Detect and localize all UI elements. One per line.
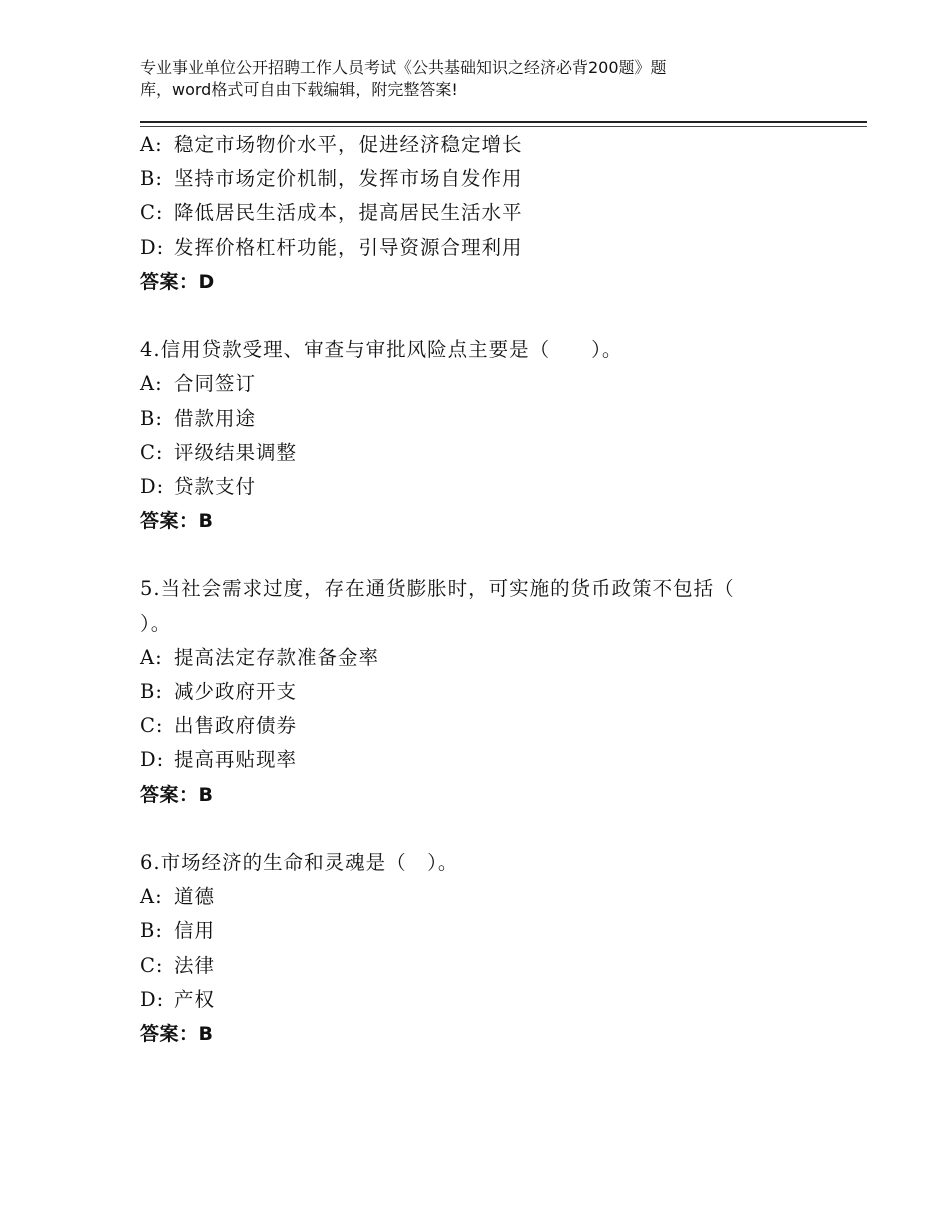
option-text: 法律 xyxy=(174,953,216,977)
question-spacer xyxy=(140,299,840,333)
option-key: B: xyxy=(140,919,163,943)
question-4-stem: 4.信用贷款受理、审查与审批风险点主要是（ ）。 xyxy=(140,338,623,362)
question-6-answer: 答案：B xyxy=(140,1022,214,1045)
option-key: D: xyxy=(140,235,165,259)
question-6-stem: 6.市场经济的生命和灵魂是（ ）。 xyxy=(140,850,459,874)
option-text: 提高法定存款准备金率 xyxy=(174,645,380,669)
option-text: 信用 xyxy=(174,919,216,943)
question-3-block xyxy=(140,128,840,299)
question-4-option-b xyxy=(140,402,840,436)
option-key: D: xyxy=(140,748,165,772)
question-6-option-c xyxy=(140,949,840,983)
option-text: 贷款支付 xyxy=(174,474,257,498)
option-text: 稳定市场物价水平，促进经济稳定增长 xyxy=(174,133,523,156)
option-key: A: xyxy=(140,645,163,669)
option-key: B: xyxy=(140,680,163,703)
option-text: 借款用途 xyxy=(174,406,257,430)
question-5-option-c xyxy=(140,709,840,743)
option-key: C: xyxy=(140,953,164,977)
option-key: D: xyxy=(140,987,165,1011)
header-title-line-1: 专业事业单位公开招聘工作人员考试《公共基础知识之经济必背200题》题 xyxy=(140,58,667,77)
option-text: 发挥价格杠杆功能，引导资源合理利用 xyxy=(174,235,523,259)
question-3-option-c xyxy=(140,196,840,230)
question-3-option-b xyxy=(140,162,840,196)
option-key: D: xyxy=(140,474,165,498)
question-6-block xyxy=(140,846,840,1051)
option-key: C: xyxy=(140,714,164,738)
question-5-option-d xyxy=(140,743,840,777)
header-title-line-2: 库，word格式可自由下载编辑，附完整答案! xyxy=(140,80,458,99)
question-5-option-a xyxy=(140,641,840,675)
option-key: A: xyxy=(140,885,163,909)
option-key: B: xyxy=(140,406,163,430)
question-spacer xyxy=(140,538,840,572)
option-key: B: xyxy=(140,167,163,191)
option-text: 合同签订 xyxy=(174,372,257,396)
question-3-option-d xyxy=(140,231,840,265)
question-5-answer: 答案：B xyxy=(140,783,214,806)
option-text: 降低居民生活成本，提高居民生活水平 xyxy=(174,201,523,225)
document-header xyxy=(140,57,770,101)
question-6-option-b xyxy=(140,914,840,948)
question-5-block xyxy=(140,572,840,811)
question-4-block xyxy=(140,333,840,538)
question-4-option-a xyxy=(140,367,840,401)
option-text: 坚持市场定价机制，发挥市场自发作用 xyxy=(174,167,523,191)
question-4-option-d xyxy=(140,470,840,504)
option-text: 产权 xyxy=(174,987,216,1011)
question-5-stem-line-1: 5.当社会需求过度，存在通货膨胀时，可实施的货币政策不包括（ xyxy=(140,577,735,601)
option-key: A: xyxy=(140,372,163,396)
question-4-option-c xyxy=(140,436,840,470)
option-text: 出售政府债券 xyxy=(174,714,298,738)
option-key: A: xyxy=(140,133,163,156)
question-5-option-b xyxy=(140,675,840,709)
question-list xyxy=(140,128,840,1051)
option-text: 道德 xyxy=(174,885,216,909)
question-3-answer: 答案：D xyxy=(140,270,215,293)
option-key: C: xyxy=(140,440,164,464)
question-5-stem-line-2: ）。 xyxy=(140,611,172,635)
option-key: C: xyxy=(140,201,164,225)
question-6-option-d xyxy=(140,983,840,1017)
option-text: 减少政府开支 xyxy=(174,680,298,703)
option-text: 提高再贴现率 xyxy=(174,748,298,772)
header-divider-thick xyxy=(140,121,867,123)
question-spacer xyxy=(140,812,840,846)
question-3-option-a xyxy=(140,128,840,162)
header-divider-thin xyxy=(140,126,867,127)
question-6-option-a xyxy=(140,880,840,914)
option-text: 评级结果调整 xyxy=(174,440,298,464)
question-4-answer: 答案：B xyxy=(140,510,214,533)
